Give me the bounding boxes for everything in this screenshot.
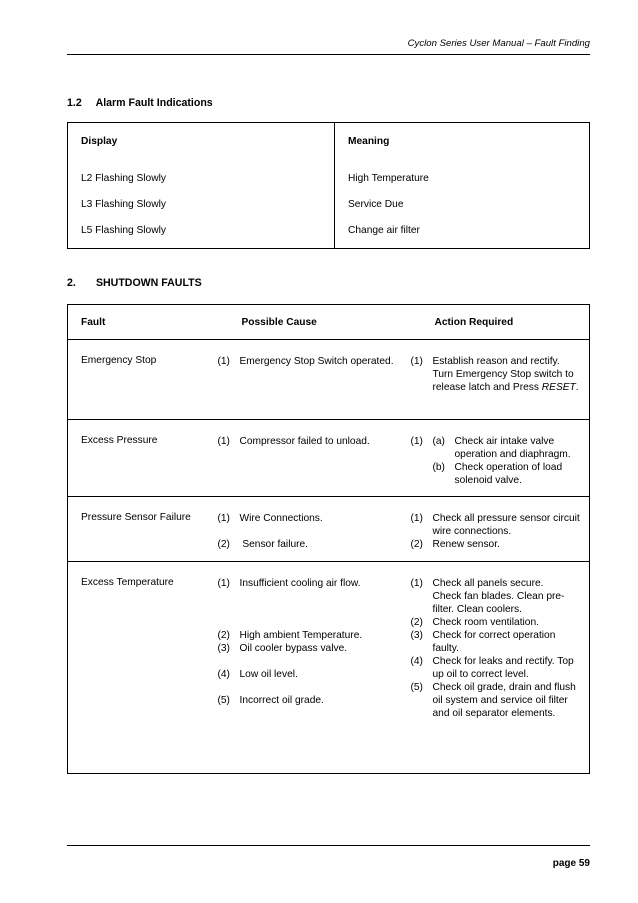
table-row bbox=[68, 199, 590, 225]
action-cell bbox=[408, 562, 590, 774]
fault-cell: Excess Temperature bbox=[81, 577, 174, 588]
cause-text: High ambient Temperature. bbox=[239, 630, 363, 641]
section-heading-alarm bbox=[67, 97, 213, 109]
cause-cell bbox=[218, 497, 408, 562]
header-display: Display bbox=[81, 136, 118, 147]
cause-number: (1) bbox=[217, 513, 230, 524]
meaning-cell: Change air filter bbox=[335, 225, 590, 249]
action-item bbox=[411, 681, 582, 720]
cause-cell bbox=[218, 562, 408, 774]
table-row bbox=[68, 340, 590, 420]
action-number: (1) bbox=[410, 356, 423, 367]
action-item bbox=[411, 461, 582, 487]
cause-item bbox=[218, 668, 400, 681]
cause-number: (3) bbox=[217, 643, 230, 654]
cause-text: Incorrect oil grade. bbox=[239, 695, 324, 706]
cause-text: Insufficient cooling air flow. bbox=[239, 578, 361, 589]
action-text: Check operation of load solenoid valve. bbox=[454, 462, 563, 486]
cause-item bbox=[218, 435, 400, 448]
table-row bbox=[68, 497, 590, 562]
shutdown-table bbox=[67, 304, 590, 774]
header-meaning: Meaning bbox=[335, 123, 590, 173]
action-cell bbox=[408, 420, 590, 497]
meaning-cell: Service Due bbox=[335, 199, 590, 225]
action-subletter: (a) bbox=[432, 436, 445, 447]
section-number: 2. bbox=[67, 277, 76, 289]
action-number: (4) bbox=[410, 656, 423, 667]
table-row bbox=[68, 562, 590, 774]
action-text: Check for leaks and rectify. Top up oil to correct level. bbox=[432, 656, 574, 680]
cause-text: Compressor failed to unload. bbox=[239, 436, 370, 447]
action-item bbox=[411, 512, 582, 538]
action-item bbox=[411, 538, 582, 551]
action-item bbox=[411, 655, 582, 681]
cause-item bbox=[218, 694, 400, 707]
alarm-table bbox=[67, 122, 590, 249]
cause-number: (5) bbox=[217, 695, 230, 706]
cause-number: (2) bbox=[217, 539, 230, 550]
cause-number: (2) bbox=[217, 630, 230, 641]
action-text: Check all panels secure. Check fan blades. Clean pre-filter. Clean coolers. bbox=[432, 578, 565, 615]
cause-item bbox=[218, 538, 400, 551]
action-item bbox=[411, 577, 582, 616]
action-text-main: Establish reason and rectify. Turn Emergency Stop switch to release latch and Press bbox=[432, 356, 574, 393]
header-fault: Fault bbox=[81, 317, 106, 328]
header-action: Action Required bbox=[434, 317, 514, 328]
action-text: Check room ventilation. bbox=[432, 617, 539, 628]
footer-rule bbox=[67, 845, 590, 846]
cause-item bbox=[218, 629, 400, 642]
action-text: Renew sensor. bbox=[432, 539, 500, 550]
action-text: Check all pressure sensor circuit wire connections. bbox=[432, 513, 580, 537]
action-item bbox=[411, 629, 582, 655]
alarm-table-header bbox=[68, 123, 590, 173]
cause-number: (1) bbox=[217, 356, 230, 367]
cause-item bbox=[218, 577, 400, 590]
fault-cell: Emergency Stop bbox=[81, 355, 157, 366]
cause-text: Wire Connections. bbox=[239, 513, 323, 524]
action-text: Check for correct operation faulty. bbox=[432, 630, 556, 654]
action-number: (1) bbox=[410, 513, 423, 524]
action-number: (2) bbox=[410, 539, 423, 550]
action-cell bbox=[408, 340, 590, 420]
action-number: (5) bbox=[410, 682, 423, 693]
section-heading-shutdown bbox=[67, 277, 202, 289]
cause-item bbox=[218, 642, 400, 655]
header-cause: Possible Cause bbox=[241, 317, 317, 328]
table-row bbox=[68, 173, 590, 199]
section-number: 1.2 bbox=[67, 97, 82, 109]
action-subletter: (b) bbox=[432, 462, 445, 473]
table-row bbox=[68, 225, 590, 249]
action-text: Check oil grade, drain and flush oil system and service oil filter and oil separator elements. bbox=[432, 682, 576, 719]
action-text bbox=[433, 355, 582, 394]
meaning-cell: High Temperature bbox=[335, 173, 590, 199]
action-item bbox=[411, 435, 582, 461]
action-cell bbox=[408, 497, 590, 562]
action-number: (1) bbox=[410, 578, 423, 589]
header-rule bbox=[67, 54, 590, 55]
page-number: page 59 bbox=[552, 858, 590, 869]
table-row bbox=[68, 420, 590, 497]
action-number bbox=[411, 461, 433, 487]
reset-emphasis: RESET bbox=[541, 382, 576, 393]
cause-number: (4) bbox=[217, 669, 230, 680]
cause-number: (1) bbox=[217, 436, 230, 447]
action-number: (3) bbox=[410, 630, 423, 641]
cause-text: Oil cooler bypass valve. bbox=[239, 643, 348, 654]
cause-cell bbox=[218, 420, 408, 497]
display-cell: L3 Flashing Slowly bbox=[81, 198, 166, 210]
cause-text: Emergency Stop Switch operated. bbox=[239, 356, 394, 367]
action-item bbox=[411, 616, 582, 629]
display-cell: L5 Flashing Slowly bbox=[81, 224, 166, 236]
action-number: (1) bbox=[410, 436, 423, 447]
action-text-tail: . bbox=[575, 382, 579, 393]
fault-cell: Pressure Sensor Failure bbox=[81, 512, 191, 523]
section-title: Alarm Fault Indications bbox=[95, 97, 213, 109]
fault-cell: Excess Pressure bbox=[81, 435, 158, 446]
shutdown-table-header bbox=[68, 305, 590, 340]
display-cell: L2 Flashing Slowly bbox=[81, 172, 166, 184]
page-header: Cyclon Series User Manual – Fault Finding bbox=[407, 38, 590, 49]
section-title: SHUTDOWN FAULTS bbox=[95, 277, 202, 289]
cause-text: Low oil level. bbox=[239, 669, 298, 680]
action-item bbox=[411, 355, 582, 394]
cause-cell bbox=[218, 340, 408, 420]
cause-item bbox=[218, 355, 400, 368]
action-number: (2) bbox=[410, 617, 423, 628]
action-text: Check air intake valve operation and diaphragm. bbox=[454, 436, 571, 460]
cause-text: Sensor failure. bbox=[239, 539, 309, 550]
cause-item bbox=[218, 512, 400, 525]
cause-number: (1) bbox=[217, 578, 230, 589]
